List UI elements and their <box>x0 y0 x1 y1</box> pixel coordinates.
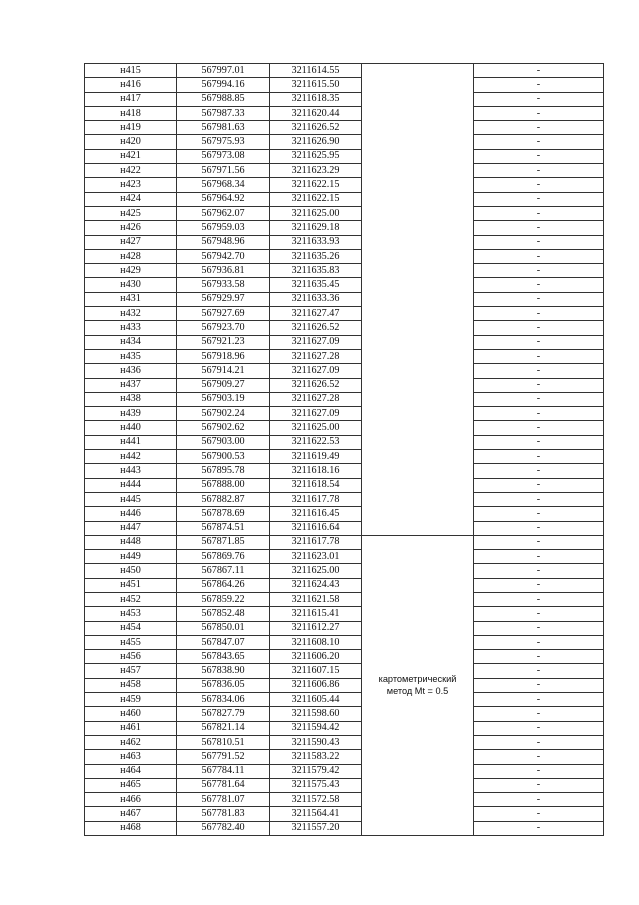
point-id-cell: н426 <box>85 221 177 235</box>
point-id-cell: н456 <box>85 650 177 664</box>
note-cell: - <box>474 521 604 535</box>
table-row <box>85 721 604 735</box>
x-coordinate-cell: 567909.27 <box>177 378 270 392</box>
y-coordinate-cell: 3211598.60 <box>270 707 362 721</box>
x-coordinate-cell: 567867.11 <box>177 564 270 578</box>
y-coordinate-cell: 3211635.83 <box>270 264 362 278</box>
table-row <box>85 378 604 392</box>
y-coordinate-cell: 3211606.20 <box>270 650 362 664</box>
y-coordinate-cell: 3211579.42 <box>270 764 362 778</box>
x-coordinate-cell: 567836.05 <box>177 678 270 692</box>
table-row <box>85 292 604 306</box>
x-coordinate-cell: 567987.33 <box>177 106 270 120</box>
x-coordinate-cell: 567994.16 <box>177 78 270 92</box>
note-cell: - <box>474 349 604 363</box>
table-row <box>85 64 604 78</box>
y-coordinate-cell: 3211575.43 <box>270 778 362 792</box>
table-row <box>85 592 604 606</box>
point-id-cell: н462 <box>85 735 177 749</box>
table-row <box>85 621 604 635</box>
point-id-cell: н451 <box>85 578 177 592</box>
y-coordinate-cell: 3211627.28 <box>270 392 362 406</box>
y-coordinate-cell: 3211620.44 <box>270 106 362 120</box>
note-cell: - <box>474 592 604 606</box>
y-coordinate-cell: 3211616.45 <box>270 507 362 521</box>
note-cell: - <box>474 678 604 692</box>
point-id-cell: н455 <box>85 635 177 649</box>
table-row <box>85 206 604 220</box>
point-id-cell: н429 <box>85 264 177 278</box>
x-coordinate-cell: 567781.83 <box>177 807 270 821</box>
table-row <box>85 221 604 235</box>
table-row <box>85 464 604 478</box>
table-row <box>85 535 604 549</box>
note-cell: - <box>474 307 604 321</box>
coordinates-table <box>84 63 604 836</box>
table-row <box>85 178 604 192</box>
y-coordinate-cell: 3211619.49 <box>270 450 362 464</box>
x-coordinate-cell: 567981.63 <box>177 121 270 135</box>
x-coordinate-cell: 567878.69 <box>177 507 270 521</box>
note-cell: - <box>474 407 604 421</box>
point-id-cell: н418 <box>85 106 177 120</box>
y-coordinate-cell: 3211626.90 <box>270 135 362 149</box>
point-id-cell: н416 <box>85 78 177 92</box>
x-coordinate-cell: 567895.78 <box>177 464 270 478</box>
x-coordinate-cell: 567902.62 <box>177 421 270 435</box>
y-coordinate-cell: 3211623.29 <box>270 164 362 178</box>
note-cell: - <box>474 192 604 206</box>
y-coordinate-cell: 3211615.41 <box>270 607 362 621</box>
table-row <box>85 578 604 592</box>
method-cell-upper <box>362 64 474 536</box>
table-row <box>85 821 604 835</box>
y-coordinate-cell: 3211625.00 <box>270 206 362 220</box>
note-cell: - <box>474 635 604 649</box>
y-coordinate-cell: 3211622.15 <box>270 178 362 192</box>
table-row <box>85 607 604 621</box>
table-row <box>85 764 604 778</box>
x-coordinate-cell: 567948.96 <box>177 235 270 249</box>
x-coordinate-cell: 567827.79 <box>177 707 270 721</box>
x-coordinate-cell: 567900.53 <box>177 450 270 464</box>
table-row <box>85 435 604 449</box>
x-coordinate-cell: 567936.81 <box>177 264 270 278</box>
point-id-cell: н433 <box>85 321 177 335</box>
point-id-cell: н427 <box>85 235 177 249</box>
note-cell: - <box>474 435 604 449</box>
note-cell: - <box>474 292 604 306</box>
y-coordinate-cell: 3211625.00 <box>270 421 362 435</box>
point-id-cell: н425 <box>85 206 177 220</box>
point-id-cell: н445 <box>85 492 177 506</box>
point-id-cell: н422 <box>85 164 177 178</box>
point-id-cell: н430 <box>85 278 177 292</box>
y-coordinate-cell: 3211626.52 <box>270 378 362 392</box>
note-cell: - <box>474 64 604 78</box>
table-row <box>85 149 604 163</box>
table-row <box>85 735 604 749</box>
x-coordinate-cell: 567791.52 <box>177 750 270 764</box>
point-id-cell: н468 <box>85 821 177 835</box>
y-coordinate-cell: 3211627.09 <box>270 407 362 421</box>
note-cell: - <box>474 507 604 521</box>
x-coordinate-cell: 567902.24 <box>177 407 270 421</box>
note-cell: - <box>474 607 604 621</box>
note-cell: - <box>474 364 604 378</box>
y-coordinate-cell: 3211594.42 <box>270 721 362 735</box>
table-row <box>85 121 604 135</box>
method-cell <box>362 535 474 835</box>
x-coordinate-cell: 567834.06 <box>177 693 270 707</box>
table-row <box>85 321 604 335</box>
point-id-cell: н450 <box>85 564 177 578</box>
y-coordinate-cell: 3211583.22 <box>270 750 362 764</box>
note-cell: - <box>474 164 604 178</box>
x-coordinate-cell: 567850.01 <box>177 621 270 635</box>
y-coordinate-cell: 3211612.27 <box>270 621 362 635</box>
x-coordinate-cell: 567888.00 <box>177 478 270 492</box>
note-cell: - <box>474 793 604 807</box>
table-row <box>85 550 604 564</box>
note-cell: - <box>474 693 604 707</box>
note-cell: - <box>474 621 604 635</box>
note-cell: - <box>474 321 604 335</box>
note-cell: - <box>474 92 604 106</box>
x-coordinate-cell: 567781.07 <box>177 793 270 807</box>
x-coordinate-cell: 567942.70 <box>177 249 270 263</box>
x-coordinate-cell: 567821.14 <box>177 721 270 735</box>
point-id-cell: н439 <box>85 407 177 421</box>
note-cell: - <box>474 221 604 235</box>
x-coordinate-cell: 567838.90 <box>177 664 270 678</box>
y-coordinate-cell: 3211626.52 <box>270 321 362 335</box>
note-cell: - <box>474 735 604 749</box>
table-row <box>85 507 604 521</box>
point-id-cell: н424 <box>85 192 177 206</box>
table-row <box>85 664 604 678</box>
coordinates-table-body <box>85 64 604 836</box>
note-cell: - <box>474 564 604 578</box>
point-id-cell: н465 <box>85 778 177 792</box>
table-row <box>85 164 604 178</box>
point-id-cell: н448 <box>85 535 177 549</box>
note-cell: - <box>474 664 604 678</box>
note-cell: - <box>474 650 604 664</box>
point-id-cell: н420 <box>85 135 177 149</box>
y-coordinate-cell: 3211618.35 <box>270 92 362 106</box>
y-coordinate-cell: 3211618.54 <box>270 478 362 492</box>
point-id-cell: н419 <box>85 121 177 135</box>
point-id-cell: н431 <box>85 292 177 306</box>
y-coordinate-cell: 3211623.01 <box>270 550 362 564</box>
point-id-cell: н443 <box>85 464 177 478</box>
note-cell: - <box>474 492 604 506</box>
note-cell: - <box>474 721 604 735</box>
x-coordinate-cell: 567847.07 <box>177 635 270 649</box>
y-coordinate-cell: 3211615.50 <box>270 78 362 92</box>
y-coordinate-cell: 3211616.64 <box>270 521 362 535</box>
y-coordinate-cell: 3211627.09 <box>270 364 362 378</box>
x-coordinate-cell: 567869.76 <box>177 550 270 564</box>
point-id-cell: н458 <box>85 678 177 692</box>
x-coordinate-cell: 567874.51 <box>177 521 270 535</box>
note-cell: - <box>474 206 604 220</box>
point-id-cell: н449 <box>85 550 177 564</box>
point-id-cell: н434 <box>85 335 177 349</box>
y-coordinate-cell: 3211617.78 <box>270 535 362 549</box>
point-id-cell: н452 <box>85 592 177 606</box>
y-coordinate-cell: 3211624.43 <box>270 578 362 592</box>
point-id-cell: н454 <box>85 621 177 635</box>
x-coordinate-cell: 567973.08 <box>177 149 270 163</box>
note-cell: - <box>474 550 604 564</box>
table-row <box>85 564 604 578</box>
table-row <box>85 650 604 664</box>
point-id-cell: н437 <box>85 378 177 392</box>
y-coordinate-cell: 3211633.93 <box>270 235 362 249</box>
point-id-cell: н435 <box>85 349 177 363</box>
y-coordinate-cell: 3211635.45 <box>270 278 362 292</box>
note-cell: - <box>474 135 604 149</box>
table-row <box>85 335 604 349</box>
note-cell: - <box>474 478 604 492</box>
x-coordinate-cell: 567864.26 <box>177 578 270 592</box>
y-coordinate-cell: 3211618.16 <box>270 464 362 478</box>
x-coordinate-cell: 567882.87 <box>177 492 270 506</box>
table-row <box>85 192 604 206</box>
y-coordinate-cell: 3211621.58 <box>270 592 362 606</box>
note-cell: - <box>474 578 604 592</box>
table-row <box>85 407 604 421</box>
point-id-cell: н415 <box>85 64 177 78</box>
x-coordinate-cell: 567962.07 <box>177 206 270 220</box>
table-row <box>85 249 604 263</box>
y-coordinate-cell: 3211557.20 <box>270 821 362 835</box>
point-id-cell: н466 <box>85 793 177 807</box>
y-coordinate-cell: 3211625.95 <box>270 149 362 163</box>
y-coordinate-cell: 3211627.09 <box>270 335 362 349</box>
x-coordinate-cell: 567914.21 <box>177 364 270 378</box>
y-coordinate-cell: 3211608.10 <box>270 635 362 649</box>
point-id-cell: н467 <box>85 807 177 821</box>
table-row <box>85 392 604 406</box>
note-cell: - <box>474 464 604 478</box>
table-row <box>85 307 604 321</box>
x-coordinate-cell: 567971.56 <box>177 164 270 178</box>
note-cell: - <box>474 378 604 392</box>
point-id-cell: н461 <box>85 721 177 735</box>
point-id-cell: н453 <box>85 607 177 621</box>
x-coordinate-cell: 567784.11 <box>177 764 270 778</box>
y-coordinate-cell: 3211635.26 <box>270 249 362 263</box>
table-row <box>85 492 604 506</box>
point-id-cell: н423 <box>85 178 177 192</box>
x-coordinate-cell: 567923.70 <box>177 321 270 335</box>
point-id-cell: н459 <box>85 693 177 707</box>
table-row <box>85 521 604 535</box>
x-coordinate-cell: 567871.85 <box>177 535 270 549</box>
note-cell: - <box>474 278 604 292</box>
note-cell: - <box>474 450 604 464</box>
x-coordinate-cell: 567782.40 <box>177 821 270 835</box>
y-coordinate-cell: 3211605.44 <box>270 693 362 707</box>
y-coordinate-cell: 3211622.53 <box>270 435 362 449</box>
x-coordinate-cell: 567843.65 <box>177 650 270 664</box>
x-coordinate-cell: 567781.64 <box>177 778 270 792</box>
x-coordinate-cell: 567933.58 <box>177 278 270 292</box>
x-coordinate-cell: 567975.93 <box>177 135 270 149</box>
table-row <box>85 78 604 92</box>
table-row <box>85 635 604 649</box>
note-cell: - <box>474 392 604 406</box>
point-id-cell: н457 <box>85 664 177 678</box>
method-line-1: картометрический <box>378 674 457 685</box>
y-coordinate-cell: 3211617.78 <box>270 492 362 506</box>
note-cell: - <box>474 807 604 821</box>
x-coordinate-cell: 567810.51 <box>177 735 270 749</box>
y-coordinate-cell: 3211633.36 <box>270 292 362 306</box>
point-id-cell: н441 <box>85 435 177 449</box>
table-row <box>85 364 604 378</box>
y-coordinate-cell: 3211607.15 <box>270 664 362 678</box>
method-line-2: метод Mt = 0.5 <box>386 686 449 697</box>
y-coordinate-cell: 3211564.41 <box>270 807 362 821</box>
point-id-cell: н460 <box>85 707 177 721</box>
note-cell: - <box>474 264 604 278</box>
x-coordinate-cell: 567988.85 <box>177 92 270 106</box>
table-row <box>85 278 604 292</box>
point-id-cell: н463 <box>85 750 177 764</box>
table-row <box>85 92 604 106</box>
table-row <box>85 793 604 807</box>
y-coordinate-cell: 3211626.52 <box>270 121 362 135</box>
x-coordinate-cell: 567929.97 <box>177 292 270 306</box>
point-id-cell: н432 <box>85 307 177 321</box>
note-cell: - <box>474 335 604 349</box>
y-coordinate-cell: 3211614.55 <box>270 64 362 78</box>
table-row <box>85 478 604 492</box>
x-coordinate-cell: 567921.23 <box>177 335 270 349</box>
table-row <box>85 750 604 764</box>
note-cell: - <box>474 235 604 249</box>
y-coordinate-cell: 3211629.18 <box>270 221 362 235</box>
point-id-cell: н428 <box>85 249 177 263</box>
note-cell: - <box>474 121 604 135</box>
point-id-cell: н436 <box>85 364 177 378</box>
note-cell: - <box>474 778 604 792</box>
table-row <box>85 235 604 249</box>
table-row <box>85 106 604 120</box>
table-row <box>85 778 604 792</box>
y-coordinate-cell: 3211627.47 <box>270 307 362 321</box>
note-cell: - <box>474 750 604 764</box>
x-coordinate-cell: 567997.01 <box>177 64 270 78</box>
y-coordinate-cell: 3211572.58 <box>270 793 362 807</box>
note-cell: - <box>474 106 604 120</box>
point-id-cell: н442 <box>85 450 177 464</box>
y-coordinate-cell: 3211590.43 <box>270 735 362 749</box>
point-id-cell: н438 <box>85 392 177 406</box>
note-cell: - <box>474 249 604 263</box>
point-id-cell: н447 <box>85 521 177 535</box>
note-cell: - <box>474 707 604 721</box>
y-coordinate-cell: 3211627.28 <box>270 349 362 363</box>
table-row <box>85 349 604 363</box>
note-cell: - <box>474 764 604 778</box>
note-cell: - <box>474 178 604 192</box>
note-cell: - <box>474 821 604 835</box>
note-cell: - <box>474 78 604 92</box>
note-cell: - <box>474 421 604 435</box>
x-coordinate-cell: 567903.00 <box>177 435 270 449</box>
table-row <box>85 807 604 821</box>
x-coordinate-cell: 567903.19 <box>177 392 270 406</box>
note-cell: - <box>474 535 604 549</box>
x-coordinate-cell: 567852.48 <box>177 607 270 621</box>
point-id-cell: н464 <box>85 764 177 778</box>
point-id-cell: н444 <box>85 478 177 492</box>
point-id-cell: н417 <box>85 92 177 106</box>
note-cell: - <box>474 149 604 163</box>
y-coordinate-cell: 3211606.86 <box>270 678 362 692</box>
point-id-cell: н421 <box>85 149 177 163</box>
point-id-cell: н446 <box>85 507 177 521</box>
table-row <box>85 421 604 435</box>
table-row <box>85 707 604 721</box>
table-row <box>85 135 604 149</box>
x-coordinate-cell: 567918.96 <box>177 349 270 363</box>
x-coordinate-cell: 567859.22 <box>177 592 270 606</box>
x-coordinate-cell: 567959.03 <box>177 221 270 235</box>
table-row <box>85 264 604 278</box>
table-row <box>85 678 604 692</box>
x-coordinate-cell: 567927.69 <box>177 307 270 321</box>
y-coordinate-cell: 3211622.15 <box>270 192 362 206</box>
point-id-cell: н440 <box>85 421 177 435</box>
table-row <box>85 450 604 464</box>
y-coordinate-cell: 3211625.00 <box>270 564 362 578</box>
table-row <box>85 693 604 707</box>
x-coordinate-cell: 567968.34 <box>177 178 270 192</box>
x-coordinate-cell: 567964.92 <box>177 192 270 206</box>
